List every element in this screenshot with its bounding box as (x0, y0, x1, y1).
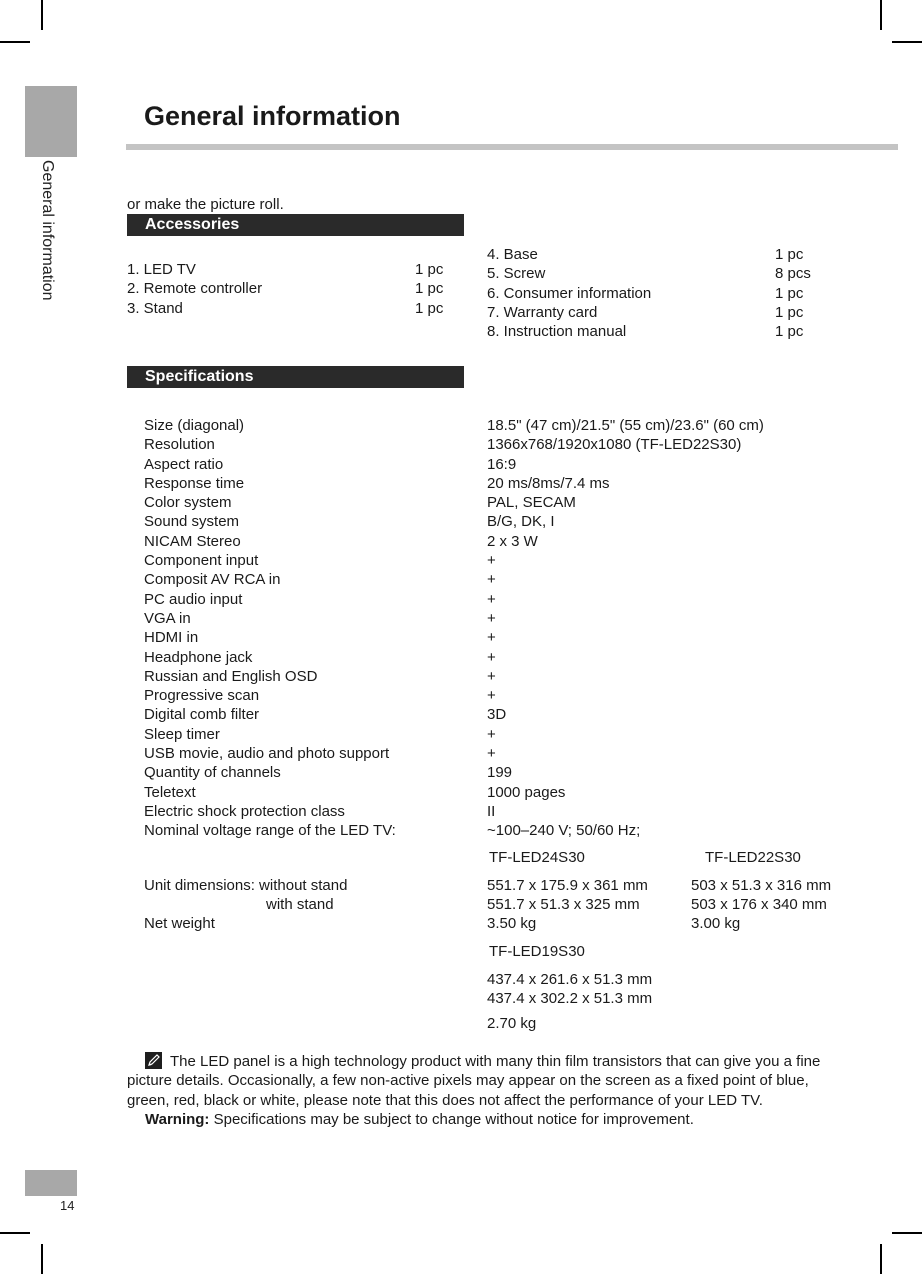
model-name: TF-LED19S30 (489, 943, 585, 960)
list-item: 5. Screw 8 pcs (487, 265, 811, 283)
crop-mark (0, 1232, 30, 1234)
list-item: 3. Stand 1 pc (127, 299, 444, 317)
warning-label: Warning: (145, 1111, 210, 1129)
dimension-value: 551.7 x 51.3 x 325 mm (487, 896, 640, 913)
list-item: 6. Consumer information 1 pc (487, 284, 804, 302)
note-text: The LED panel is a high technology product with many thin film transistors that can give you a fine picture details. Occasionally, a few non-active pixels may appear on the screen as a fixed point of blue, green, red, black or white, please note that this does not affect the performance of your LED TV. (127, 1053, 821, 1109)
spec-value: 3D (487, 706, 507, 724)
list-item: 1. LED TV 1 pc (127, 261, 444, 278)
list-item: 7. Warranty card 1 pc (487, 303, 804, 321)
spec-value: B/G, DK, I (487, 513, 555, 531)
crop-mark (892, 41, 922, 43)
list-item: 4. Base 1 pc (487, 246, 804, 263)
accessories-left-list (127, 260, 457, 318)
spec-label: Digital comb filter (144, 706, 260, 724)
dimension-value: 503 x 176 x 340 mm (691, 896, 827, 913)
spec-value: 18.5" (47 cm)/21.5" (55 cm)/23.6" (60 cm) (487, 417, 764, 434)
spec-label: Russian and English OSD (144, 667, 318, 685)
spec-label: HDMI in (144, 629, 199, 647)
accessories-heading: Accessories (127, 214, 464, 236)
title-divider (126, 144, 898, 150)
spec-label: VGA in (144, 609, 191, 627)
crop-mark (880, 1244, 882, 1274)
model-name: TF-LED24S30 (489, 849, 585, 866)
page-number: 14 (60, 1198, 75, 1213)
note-pencil-icon (145, 1052, 162, 1069)
sidebar-tab (25, 86, 77, 157)
list-item: 8. Instruction manual 1 pc (487, 323, 804, 341)
spec-label: Resolution (144, 436, 215, 454)
spec-label: USB movie, audio and photo support (144, 745, 390, 763)
warning-text: Specifications may be subject to change without notice for improvement. (213, 1111, 694, 1129)
intro-text: or make the picture roll. (127, 196, 284, 213)
spec-values (487, 416, 764, 841)
spec-value: + (487, 648, 496, 666)
spec-value: + (487, 667, 496, 685)
weight-value: 2.70 kg (487, 1015, 537, 1032)
spec-label: Color system (144, 494, 232, 512)
crop-mark (41, 0, 43, 30)
spec-value: + (487, 629, 496, 647)
dimension-label: with stand (266, 896, 334, 913)
spec-label: Response time (144, 474, 245, 492)
model-name: TF-LED22S30 (705, 849, 801, 866)
crop-mark (892, 1232, 922, 1234)
spec-label: Nominal voltage range of the LED TV: (144, 822, 396, 840)
spec-label: Component input (144, 552, 259, 570)
weight-value: 3.50 kg (487, 915, 537, 932)
crop-mark (41, 1244, 43, 1274)
dimension-label: Unit dimensions: without stand (144, 877, 348, 894)
spec-label: PC audio input (144, 590, 243, 608)
spec-value: + (487, 745, 496, 763)
sidebar-label: General information (39, 160, 56, 301)
spec-value: PAL, SECAM (487, 494, 576, 512)
spec-value: 1000 pages (487, 783, 566, 801)
spec-value: + (487, 590, 496, 608)
spec-value: 16:9 (487, 455, 517, 473)
accessories-right-list (487, 245, 827, 341)
spec-label: Headphone jack (144, 648, 253, 666)
spec-label: NICAM Stereo (144, 532, 241, 550)
spec-value: + (487, 571, 496, 589)
spec-label: Teletext (144, 783, 196, 801)
spec-label: Aspect ratio (144, 455, 224, 473)
page-number-tab (25, 1170, 77, 1196)
spec-value: II (487, 802, 496, 820)
spec-label: Sleep timer (144, 725, 220, 743)
page-title: General information (144, 101, 401, 131)
specifications-heading: Specifications (127, 366, 464, 388)
spec-value: 1366x768/1920x1080 (TF-LED22S30) (487, 436, 742, 454)
crop-mark (0, 41, 30, 43)
dimension-value: 437.4 x 261.6 x 51.3 mm (487, 971, 653, 988)
weight-label: Net weight (144, 915, 215, 932)
spec-label: Sound system (144, 513, 240, 531)
spec-label: Progressive scan (144, 687, 260, 705)
spec-label: Electric shock protection class (144, 802, 345, 820)
spec-value: + (487, 725, 496, 743)
spec-label: Quantity of channels (144, 764, 281, 782)
spec-labels (144, 416, 396, 841)
spec-value: + (487, 687, 496, 705)
dimension-value: 503 x 51.3 x 316 mm (691, 877, 832, 894)
spec-value: 2 x 3 W (487, 532, 538, 550)
spec-label: Composit AV RCA in (144, 571, 281, 589)
spec-value: 20 ms/8ms/7.4 ms (487, 474, 610, 492)
spec-value: + (487, 609, 496, 627)
crop-mark (880, 0, 882, 30)
spec-label: Size (diagonal) (144, 417, 245, 434)
list-item: 2. Remote controller 1 pc (127, 280, 444, 298)
note-paragraph (127, 1052, 827, 1130)
dimension-value: 551.7 x 175.9 x 361 mm (487, 877, 648, 894)
spec-value: ~100–240 V; 50/60 Hz; (487, 822, 641, 840)
dimension-value: 437.4 x 302.2 x 51.3 mm (487, 990, 653, 1007)
spec-value: 199 (487, 764, 513, 782)
spec-value: + (487, 552, 496, 570)
weight-value: 3.00 kg (691, 915, 741, 932)
